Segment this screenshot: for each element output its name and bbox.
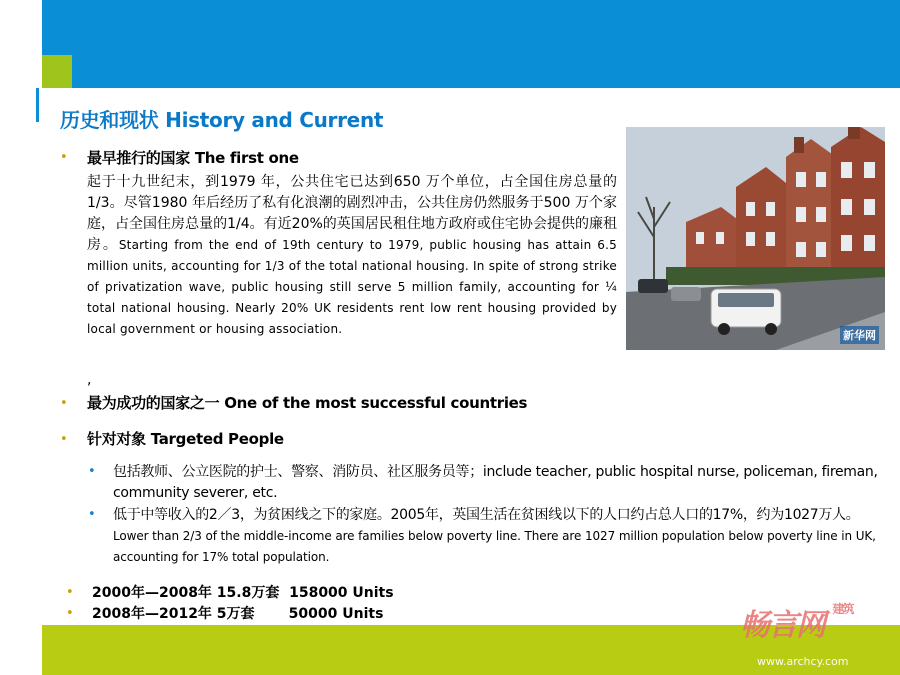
header-band	[0, 0, 900, 88]
bullet-targeted-people: 针对对象 Targeted People	[87, 430, 284, 448]
sub-bullet-occupations: 包括教师、公立医院的护士、警察、消防员、社区服务员等；include teacher, public hospital nurse, policeman, fireman, community severer, etc.	[113, 464, 878, 501]
bullet-dot: •	[60, 432, 68, 447]
housing-photo	[626, 127, 885, 350]
site-logo-corner: 建筑	[832, 602, 853, 616]
bullet-dot: •	[60, 150, 68, 165]
bullet-first-one: 最早推行的国家 The first one	[87, 149, 299, 167]
bullet-dot: •	[66, 585, 74, 600]
bullet-most-successful: 最为成功的国家之一 One of the most successful countries	[87, 394, 528, 412]
sub-bullet-dot: •	[88, 507, 96, 522]
bullet-dot: •	[66, 606, 74, 621]
history-paragraph-cn: 起于十九世纪末，到1979 年，公共住宅已达到650 万个单位，占全国住房总量的1/3。尽管1980 年后经历了私有化浪潮的剧烈冲击，公共住房仍然服务于500 万个家庭，占全国住房总量的1/4。有近20%的英国居民租住地方政府或住宅协会提供的廉租房。	[87, 174, 617, 253]
history-paragraph	[87, 172, 617, 340]
header-left-notch	[0, 0, 42, 88]
corner-accent	[42, 55, 72, 88]
stat-2000-2008: 2000年—2008年 15.8万套 158000 Units	[92, 585, 394, 601]
stat-2008-2012: 2008年—2012年 5万套 50000 Units	[92, 606, 384, 622]
photo-watermark: 新华网	[840, 326, 879, 344]
site-logo	[740, 600, 852, 644]
footer-left-notch	[0, 625, 42, 675]
site-logo-text: 畅言网	[740, 608, 824, 643]
stray-comma: ,	[87, 372, 92, 388]
sub-bullet-income-en: Lower than 2/3 of the middle-income are families below poverty line. There are 1027 million population below poverty line in UK, accounting for 17% total population.	[113, 529, 876, 564]
site-url: www.archcy.com	[757, 655, 849, 668]
side-accent-line	[36, 88, 39, 122]
slide-title: 历史和现状 History and Current	[60, 108, 384, 132]
bullet-dot: •	[60, 396, 68, 411]
sub-bullet-income-cn: 低于中等收入的2／3，为贫困线之下的家庭。2005年，英国生活在贫困线以下的人口约占总人口的17%，约为1027万人。	[113, 507, 860, 523]
sub-bullet-income	[113, 505, 878, 568]
history-paragraph-en: Starting from the end of 19th century to 1979, public housing has attain 6.5 million units, accounting for 1/3 of the total national housing. In spite of strong strike of privatization wave, public housing still serve 5 million family, accounting for ¼ total national housing. Nearly 20% UK residents rent low rent housing provided by local government or housing association.	[87, 238, 617, 336]
sub-bullet-dot: •	[88, 464, 96, 479]
housing-photo-illustration	[626, 127, 885, 350]
